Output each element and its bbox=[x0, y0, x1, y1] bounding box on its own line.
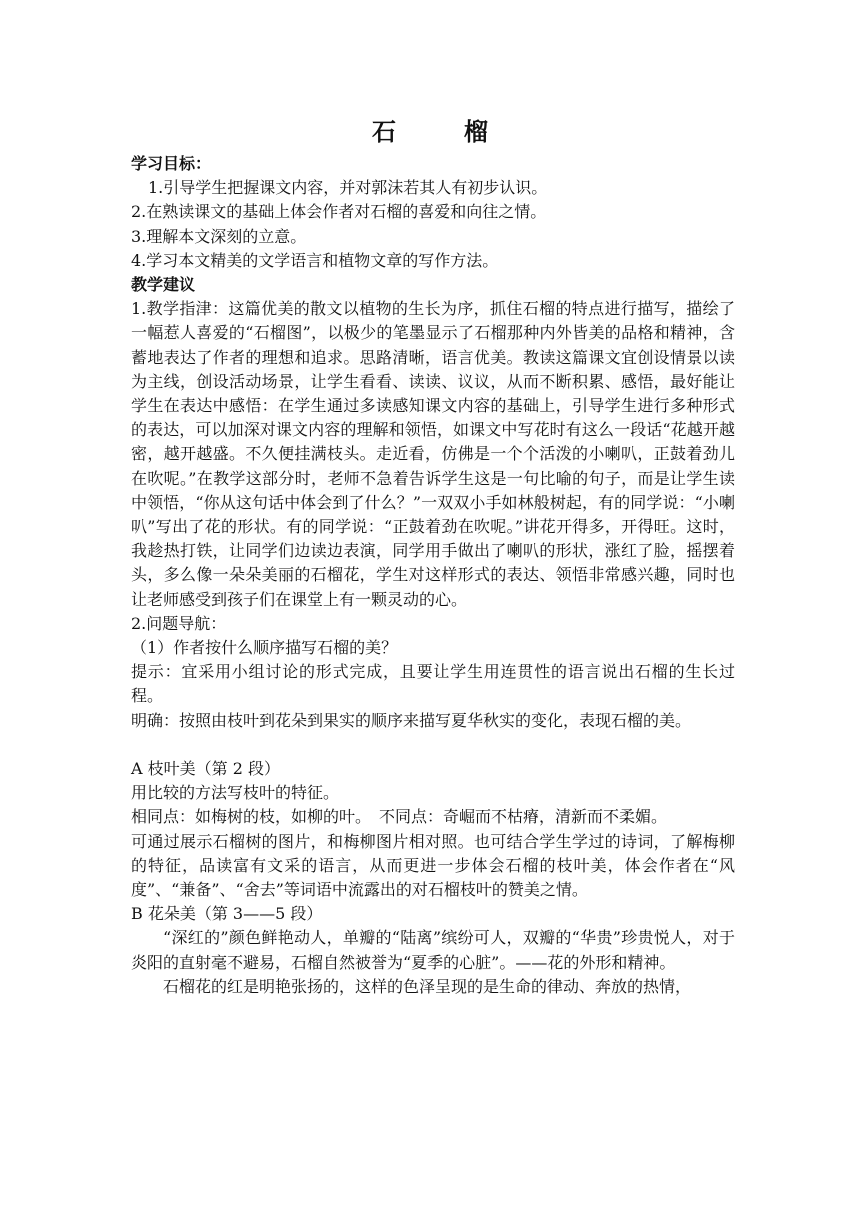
section-a-line: 相同点：如梅树的枝，如柳的叶。 不同点：奇崛而不枯瘠，清新而不柔媚。 bbox=[131, 807, 668, 827]
section-a-paragraph: 可通过展示石榴树的图片，和梅柳图片相对照。也可结合学生学过的诗词，了解梅柳的特征，品读富有文采的语言，从而更进一步体会石榴的枝叶美，体会作者在“风度”、“兼备”、“舍去”等词语中流露出的对石榴枝叶的赞美之情。 bbox=[131, 831, 735, 900]
section-b-paragraph: “深红的”颜色鲜艳动人，单瓣的“陆离”缤纷可人，双瓣的“华贵”珍贵悦人，对于炎阳的直射毫不避易，石榴自然被誉为“夏季的心脏”。——花的外形和精神。 bbox=[131, 928, 735, 972]
question-1: （1）作者按什么顺序描写石榴的美？ bbox=[131, 638, 398, 658]
spacer bbox=[131, 733, 735, 757]
nav-heading: 2.问题导航： bbox=[131, 613, 227, 633]
goal-item: 1.引导学生把握课文内容，并对郭沫若其人有初步认识。 bbox=[148, 178, 548, 198]
section-b-paragraph: 石榴花的红是明艳张扬的，这样的色泽呈现的是生命的律动、奔放的热情， bbox=[163, 976, 692, 996]
section-b-heading: B 花朵美（第 3——5 段） bbox=[131, 904, 323, 924]
document-body bbox=[131, 152, 735, 999]
goal-item: 2.在熟读课文的基础上体会作者对石榴的喜爱和向往之情。 bbox=[131, 202, 547, 222]
guide-paragraph: 1.教学指津：这篇优美的散文以植物的生长为序，抓住石榴的特点进行描写，描绘了一幅惹人喜爱的“石榴图”，以极少的笔墨显示了石榴那种内外皆美的品格和精神，含蓄地表达了作者的理想和追求。思路清晰，语言优美。教读这篇课文宜创设情景以读为主线，创设活动场景，让学生看看、读读、议议，从而不断积累、感悟，最好能让学生在表达中感悟：在学生通过多读感知课文内容的基础上，引导学生进行多种形式的表达，可以加深对课文内容的理解和领悟，如课文中写花时有这么一段话“花越开越密，越开越盛。不久便挂满枝头。走近看，仿佛是一个个活泼的小喇叭，正鼓着劲儿在吹呢。”在教学这部分时，老师不急着告诉学生这是一句比喻的句子，而是让学生读中领悟，“你从这句话中体会到了什么？”一双双小手如林般树起，有的同学说：“小喇叭”写出了花的形状。有的同学说：“正鼓着劲在吹呢。”讲花开得多，开得旺。这时，我趁热打铁，让同学们边读边表演，同学用手做出了喇叭的形状，涨红了脸，摇摆着头，多么像一朵朵美丽的石榴花，学生对这样形式的表达、领悟非常感兴趣，同时也让老师感受到孩子们在课堂上有一颗灵动的心。 bbox=[131, 299, 735, 609]
clarify-text: 明确：按照由枝叶到花朵到果实的顺序来描写夏华秋实的变化，表现石榴的美。 bbox=[131, 710, 692, 730]
goals-heading: 学习目标： bbox=[131, 154, 212, 173]
hint-text: 提示：宜采用小组讨论的形式完成，且要让学生用连贯性的语言说出石榴的生长过程。 bbox=[131, 662, 735, 706]
section-a-line: 用比较的方法写枝叶的特征。 bbox=[131, 783, 340, 803]
section-a-heading: A 枝叶美（第 2 段） bbox=[131, 759, 280, 779]
page-title: 石 榴 bbox=[372, 117, 510, 146]
goal-item: 3.理解本文深刻的立意。 bbox=[131, 226, 307, 246]
goal-item: 4.学习本文精美的文学语言和植物文章的写作方法。 bbox=[131, 250, 499, 270]
suggest-heading: 教学建议 bbox=[131, 275, 196, 295]
